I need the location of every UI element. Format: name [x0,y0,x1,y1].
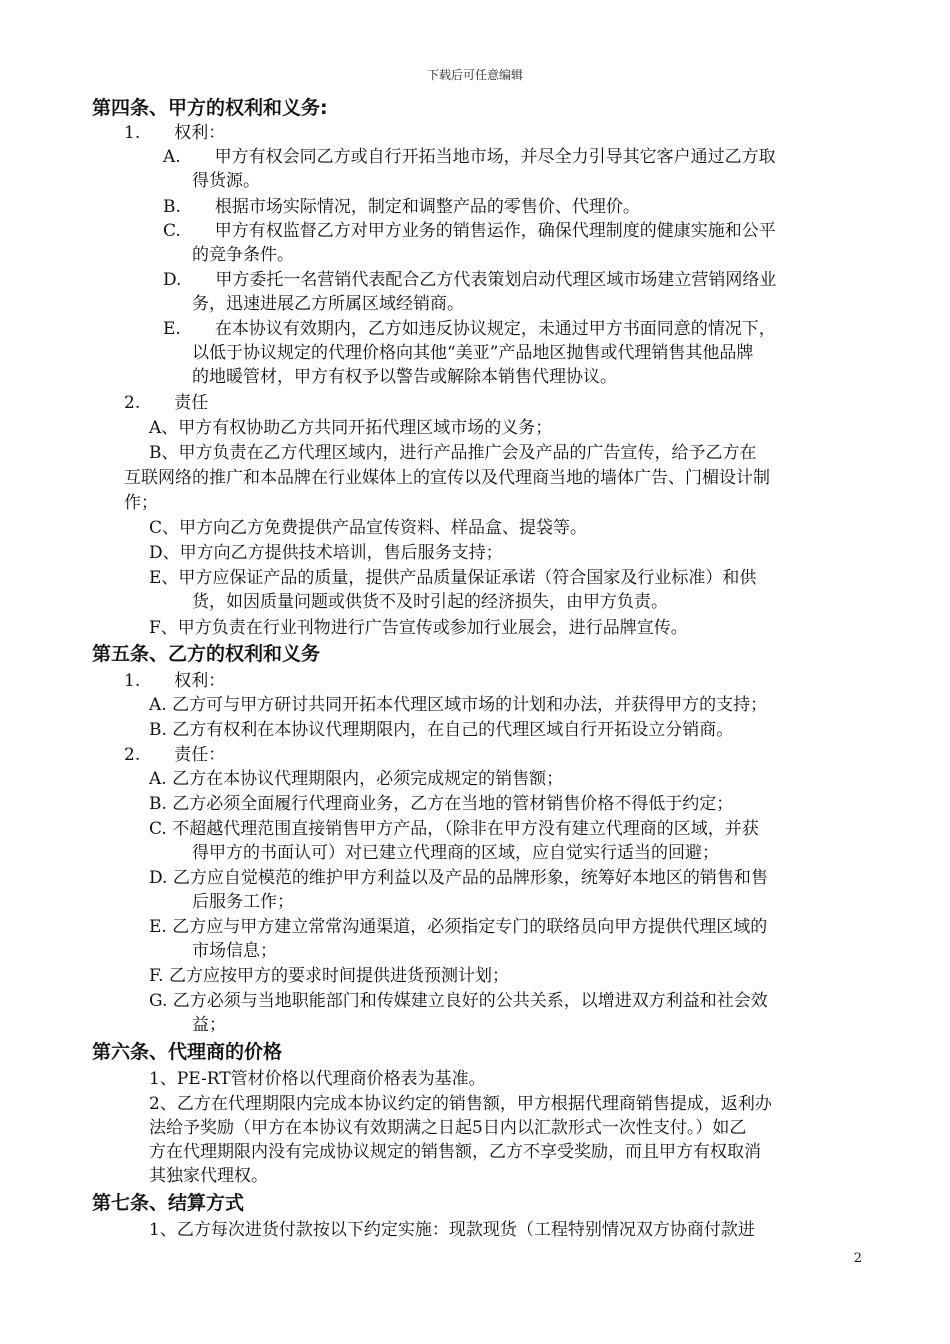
text-line: 务，迅速进展乙方所属区域经销商。 [192,294,464,314]
text-line: 市场信息； [192,941,277,961]
text-line: G. 乙方必须与当地职能部门和传媒建立良好的公共关系，以增进双方利益和社会效 [149,991,768,1011]
text-line: E. 在本协议有效期内，乙方如违反协议规定，未通过甲方书面同意的情况下， [163,319,776,339]
section-heading: 第五条、乙方的权利和义务 [92,643,321,665]
section-heading: 第四条、甲方的权利和义务: [92,97,328,119]
text-line: 得甲方的书面认可）对已建立代理商的区域，应自觉实行适当的回避； [192,843,719,863]
text-line: 的地暖管材，甲方有权予以警告或解除本销售代理协议。 [192,367,617,387]
text-line: 后服务工作； [192,892,294,912]
text-line: E、甲方应保证产品的质量，提供产品质量保证承诺（符合国家及行业标准）和供 [149,568,757,588]
text-line: A、甲方有权协助乙方共同开拓代理区域市场的义务； [149,418,553,438]
text-line: C. 甲方有权监督乙方对甲方业务的销售运作，确保代理制度的健康实施和公平 [163,221,776,241]
text-line: A. 乙方可与甲方研讨共同开拓本代理区域市场的计划和办法，并获得甲方的支持； [149,695,768,715]
text-line: 货，如因质量问题或供货不及时引起的经济损失，由甲方负责。 [192,592,668,612]
text-line: C、甲方向乙方免费提供产品宣传资料、样品盒、提袋等。 [149,518,588,538]
text-line: D、甲方向乙方提供技术培训，售后服务支持； [149,543,503,563]
text-line: 其独家代理权。 [149,1166,268,1186]
text-line: 法给予奖励（甲方在本协议有效期满之日起5日内以汇款形式一次性支付。）如乙 [149,1118,747,1138]
text-line: 2、乙方在代理期限内完成本协议约定的销售额，甲方根据代理商销售提成，返利办 [149,1094,772,1114]
text-line: 益； [192,1015,226,1035]
text-line: 的竞争条件。 [192,245,294,265]
text-line: E. 乙方应与甲方建立常常沟通渠道，必须指定专门的联络员向甲方提供代理区域的 [149,917,768,937]
text-line: 1、乙方每次进货付款按以下约定实施：现款现货（工程特别情况双方协商付款进 [149,1220,755,1240]
text-line: 互联网络的推广和本品牌在行业媒体上的宣传以及代理商当地的墙体广告、门楣设计制 [124,468,770,488]
text-line: 2. 责任： [124,745,226,765]
text-line: F. 乙方应按甲方的要求时间提供进货预测计划； [149,966,509,986]
text-line: 方在代理期限内没有完成协议规定的销售额，乙方不享受奖励，而且甲方有权取消 [149,1142,761,1162]
text-line: D. 乙方应自觉模范的维护甲方利益以及产品的品牌形象，统筹好本地区的销售和售 [149,868,768,888]
page-number: 2 [853,1251,862,1266]
text-line: C. 不超越代理范围直接销售甲方产品，（除非在甲方没有建立代理商的区域，并获 [149,819,759,839]
section-heading: 第六条、代理商的价格 [92,1041,283,1063]
text-line: 1. 权利： [124,671,226,691]
text-line: A. 乙方在本协议代理期限内，必须完成规定的销售额； [149,769,564,789]
text-line: B、甲方负责在乙方代理区域内，进行产品推广会及产品的广告宣传，给予乙方在 [149,443,757,463]
text-line: 以低于协议规定的代理价格向其他“美亚”产品地区抛售或代理销售其他品牌 [192,343,754,363]
text-line: 1、PE-RT管材价格以代理商价格表为基准。 [149,1069,486,1089]
text-line: A. 甲方有权会同乙方或自行开拓当地市场，并尽全力引导其它客户通过乙方取 [163,147,776,167]
text-line: B. 乙方有权利在本协议代理期限内，在自己的代理区域自行开拓设立分销商。 [149,720,734,740]
text-line: 1. 权利： [124,123,226,143]
page-header: 下载后可任意编辑 [426,68,523,82]
text-line: D. 甲方委托一名营销代表配合乙方代表策划启动代理区域市场建立营销网络业 [163,270,777,290]
text-line: F、甲方负责在行业刊物进行广告宣传或参加行业展会，进行品牌宣传。 [149,618,688,638]
section-heading: 第七条、结算方式 [92,1192,245,1214]
text-line: 得货源。 [192,171,260,191]
text-line: B. 乙方必须全面履行代理商业务，乙方在当地的管材销售价格不得低于约定； [149,794,734,814]
text-line: 2. 责任 [124,393,209,413]
text-line: 作； [124,493,158,513]
text-line: B. 根据市场实际情况，制定和调整产品的零售价、代理价。 [163,197,640,217]
